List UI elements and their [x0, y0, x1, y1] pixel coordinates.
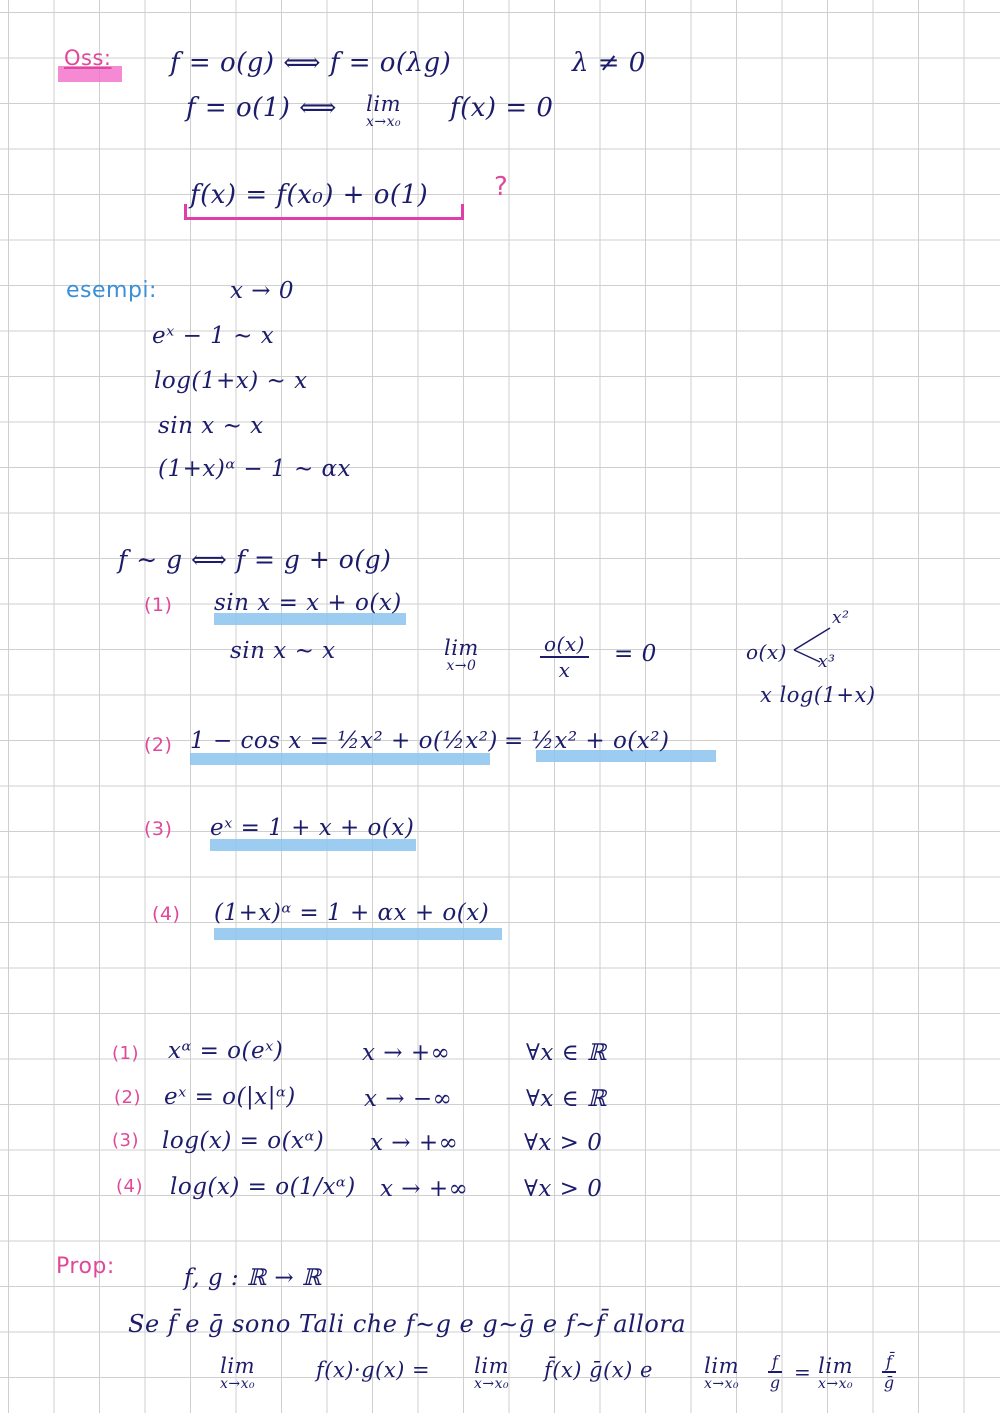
limits-row-4-expression: log(x) = o(1/xᵅ) [170, 1174, 356, 1200]
limits-row-3-quantifier: ∀x > 0 [524, 1130, 603, 1156]
prop-fraction-f-g [768, 1352, 782, 1392]
prop-domain: f, g : ℝ → ℝ [184, 1265, 322, 1291]
ex1-limit [444, 636, 479, 674]
lim-subscript: x→x₀ [220, 1376, 256, 1392]
oss-line-2a: f = o(1) ⟺ [186, 93, 337, 123]
limits-row-1-number: (1) [112, 1043, 139, 1064]
limits-row-4-quantifier: ∀x > 0 [524, 1176, 603, 1202]
ex1-formula: sin x = x + o(x) [214, 590, 402, 616]
lim-subscript: x→x₀ [704, 1376, 740, 1392]
ex1-limit-result: = 0 [614, 641, 657, 667]
lim-word: lim [444, 636, 479, 660]
ex1-number: (1) [144, 594, 173, 616]
limits-row-1-condition: x → +∞ [362, 1040, 451, 1066]
equiv-statement: f ∼ g ⟺ f = g + o(g) [118, 545, 392, 574]
limits-row-2-quantifier: ∀x ∈ ℝ [526, 1086, 607, 1112]
esempi-item-1: eˣ − 1 ∼ x [152, 323, 275, 349]
fraction-numerator: o(x) [540, 632, 589, 658]
ex2-highlight-a [190, 753, 490, 765]
lim-subscript: x→x₀ [366, 114, 402, 130]
prop-limit-1-expression: f(x)·g(x) = [316, 1358, 431, 1382]
lim-subscript: x→x₀ [474, 1376, 510, 1392]
ex1-equivalence: sin x ∼ x [230, 638, 336, 664]
limits-row-1-quantifier: ∀x ∈ ℝ [526, 1040, 607, 1066]
ex3-formula: eˣ = 1 + x + o(x) [210, 815, 415, 841]
limits-row-4-number: (4) [116, 1176, 143, 1197]
oss-boxed-underline [184, 217, 464, 220]
oss-line-1: f = o(g) ⟺ f = o(λg) [170, 48, 452, 78]
prop-limit-4 [818, 1354, 853, 1392]
prop-label: Prop: [56, 1254, 115, 1279]
oss-boxed-left-tick [184, 204, 187, 218]
oss-lambda-condition: λ ≠ 0 [572, 48, 646, 78]
esempi-item-4: (1+x)ᵅ − 1 ∼ αx [158, 456, 352, 482]
lim-word: lim [704, 1354, 739, 1378]
prop-limit-1 [220, 1354, 255, 1392]
limits-row-1-expression: xᵅ = o(eˣ) [168, 1038, 284, 1064]
prop-equals: = [794, 1360, 812, 1384]
lim-subscript: x→0 [446, 658, 477, 674]
fraction-numerator: f [768, 1352, 782, 1373]
side-note-xlog: x log(1+x) [760, 683, 876, 707]
fraction-denominator: ḡ [883, 1373, 895, 1392]
side-note-x2: x² [832, 608, 850, 628]
prop-fraction-fbar-gbar [882, 1352, 896, 1392]
fraction-denominator: x [558, 658, 571, 682]
oss-boxed-formula: f(x) = f(x₀) + o(1) [190, 180, 429, 210]
ex1-fraction [540, 632, 589, 682]
lim-subscript: x→x₀ [818, 1376, 854, 1392]
lim-word: lim [818, 1354, 853, 1378]
ex4-formula: (1+x)ᵅ = 1 + αx + o(x) [214, 900, 490, 926]
limits-row-3-number: (3) [112, 1130, 139, 1151]
ex2-formula-b: = ½x² + o(x²) [504, 728, 670, 754]
oss-label: Oss: [64, 46, 112, 70]
ex3-number: (3) [144, 818, 173, 840]
lim-word: lim [366, 92, 401, 116]
oss-question-mark: ? [494, 172, 509, 202]
side-note-ox: o(x) [746, 640, 787, 664]
esempi-item-2: log(1+x) ∼ x [154, 368, 308, 394]
esempi-label: esempi: [66, 278, 157, 303]
limits-row-3-expression: log(x) = o(xᵅ) [162, 1128, 325, 1154]
limits-row-3-condition: x → +∞ [370, 1130, 459, 1156]
fraction-numerator: f̄ [882, 1352, 896, 1373]
prop-limit-2-expression: f̄(x) ḡ(x) e [544, 1358, 653, 1382]
limits-row-2-expression: eˣ = o(|x|ᵅ) [164, 1084, 296, 1110]
prop-limit-3 [704, 1354, 739, 1392]
limits-row-4-condition: x → +∞ [380, 1176, 469, 1202]
limits-row-2-number: (2) [114, 1087, 141, 1108]
oss-line-2b: f(x) = 0 [450, 93, 554, 123]
lim-word: lim [474, 1354, 509, 1378]
prop-limit-2 [474, 1354, 509, 1392]
ex2-formula-a: 1 − cos x = ½x² + o(½x²) [190, 728, 498, 754]
ex4-number: (4) [152, 903, 181, 925]
esempi-item-3: sin x ∼ x [158, 413, 264, 439]
limits-row-2-condition: x → −∞ [364, 1086, 453, 1112]
oss-line-2-limit [366, 92, 401, 130]
ex4-highlight [214, 928, 502, 940]
side-note-x3: x³ [818, 652, 836, 672]
ex2-number: (2) [144, 734, 173, 756]
fraction-denominator: g [769, 1373, 781, 1392]
oss-boxed-right-tick [461, 204, 464, 218]
lim-word: lim [220, 1354, 255, 1378]
esempi-condition: x → 0 [230, 278, 294, 304]
prop-sentence: Se f̄ e ḡ sono Tali che f∼g e g∼ḡ e f∼f̄ allora [128, 1310, 687, 1338]
